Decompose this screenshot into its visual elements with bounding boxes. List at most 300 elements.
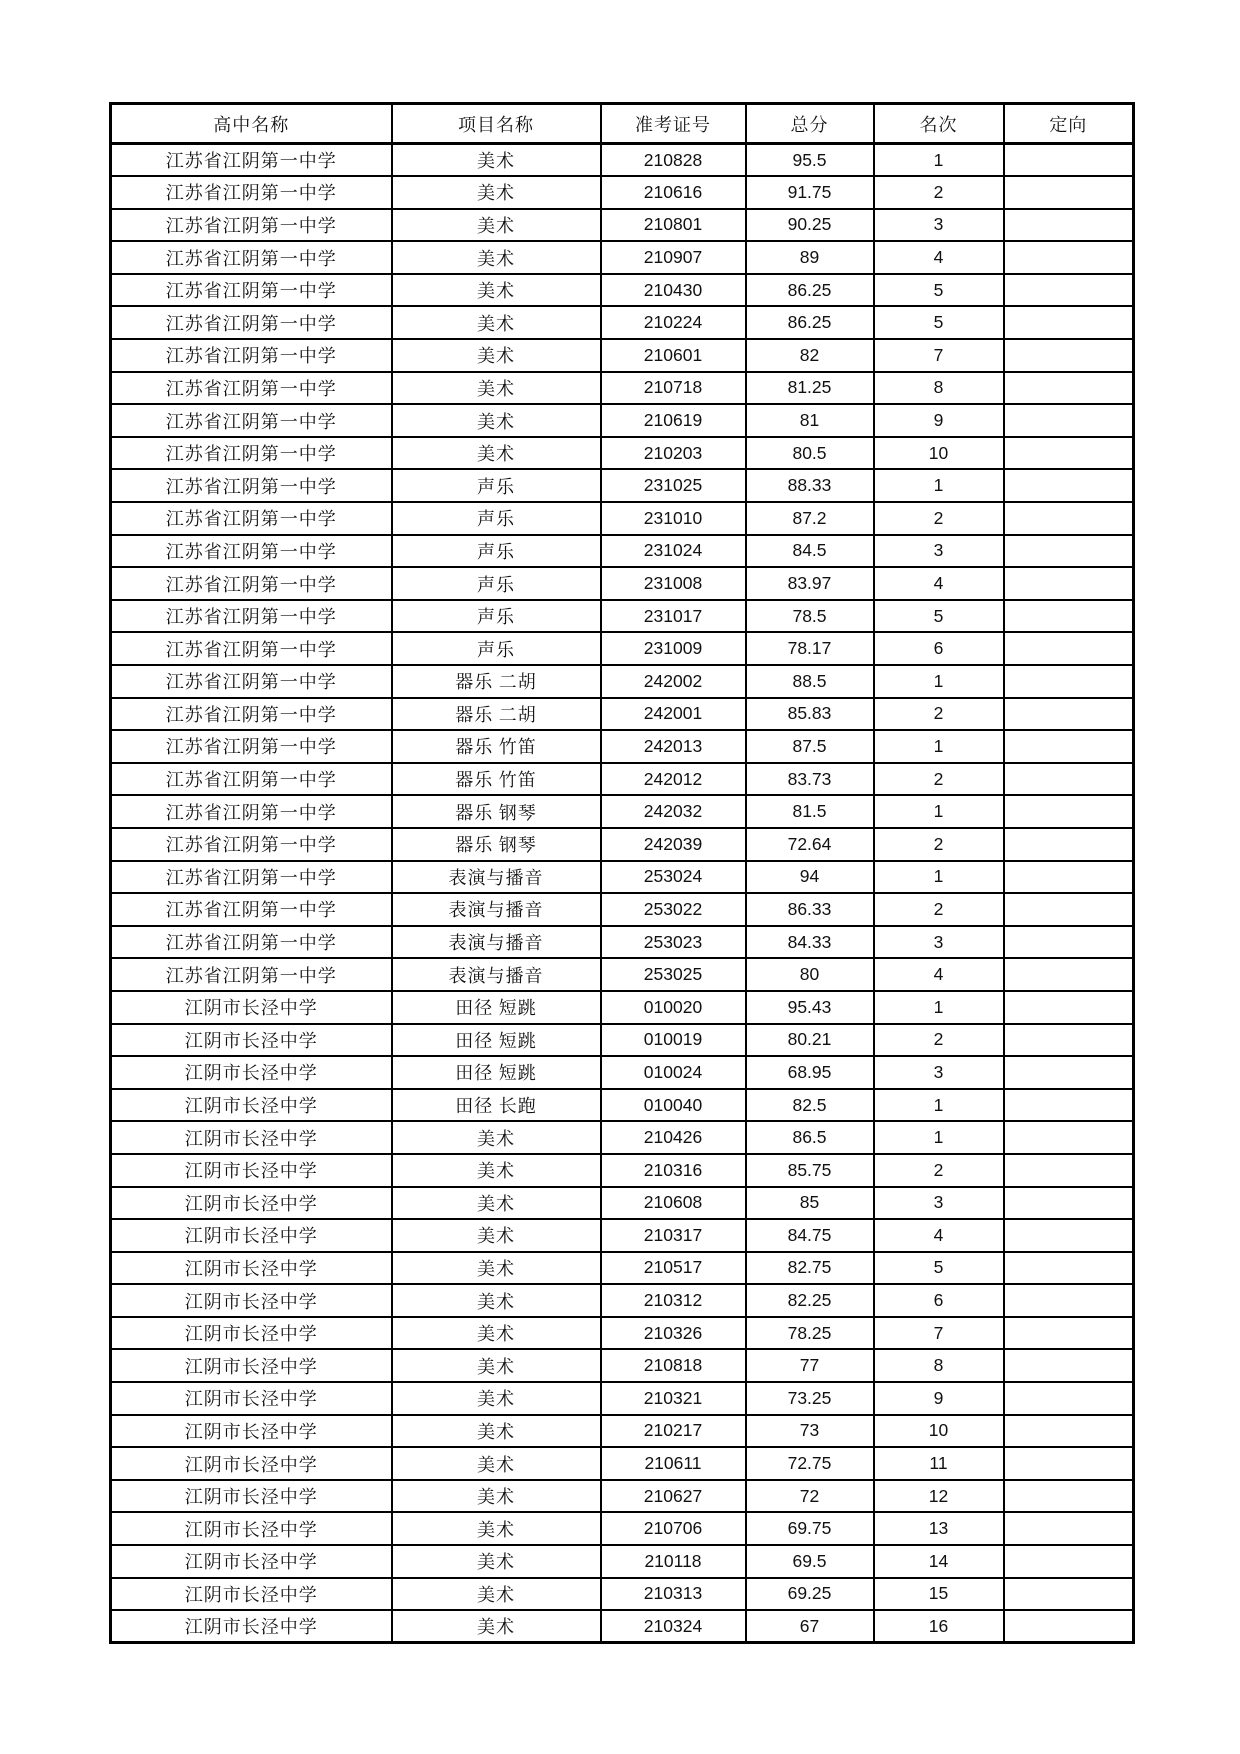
- cell-score: 68.95: [746, 1056, 874, 1089]
- cell-score: 80: [746, 958, 874, 991]
- cell-score: 84.33: [746, 926, 874, 959]
- cell-score: 77: [746, 1349, 874, 1382]
- cell-score: 82: [746, 339, 874, 372]
- cell-exam-id: 231010: [601, 502, 746, 535]
- cell-project: 器乐 竹笛: [392, 730, 601, 763]
- cell-exam-id: 010040: [601, 1089, 746, 1122]
- cell-exam-id: 242012: [601, 763, 746, 796]
- column-header-direction: 定向: [1004, 104, 1134, 144]
- table-row: [111, 176, 1134, 209]
- cell-score: 82.25: [746, 1284, 874, 1317]
- cell-school: 江苏省江阴第一中学: [111, 372, 392, 405]
- cell-exam-id: 242001: [601, 698, 746, 731]
- cell-score: 69.5: [746, 1545, 874, 1578]
- cell-score: 88.33: [746, 469, 874, 502]
- cell-direction: [1004, 1415, 1134, 1448]
- cell-direction: [1004, 1154, 1134, 1187]
- cell-score: 86.33: [746, 893, 874, 926]
- cell-project: 美术: [392, 1382, 601, 1415]
- cell-score: 82.5: [746, 1089, 874, 1122]
- cell-direction: [1004, 1578, 1134, 1611]
- table-row: [111, 991, 1134, 1024]
- cell-score: 85.83: [746, 698, 874, 731]
- cell-exam-id: 210224: [601, 306, 746, 339]
- cell-score: 73.25: [746, 1382, 874, 1415]
- table-row: [111, 893, 1134, 926]
- cell-direction: [1004, 339, 1134, 372]
- cell-score: 84.5: [746, 535, 874, 568]
- cell-project: 美术: [392, 274, 601, 307]
- cell-direction: [1004, 926, 1134, 959]
- cell-school: 江阴市长泾中学: [111, 1349, 392, 1382]
- cell-school: 江苏省江阴第一中学: [111, 665, 392, 698]
- table-row: [111, 241, 1134, 274]
- cell-school: 江阴市长泾中学: [111, 1610, 392, 1643]
- cell-project: 田径 短跳: [392, 991, 601, 1024]
- cell-rank: 2: [874, 176, 1004, 209]
- cell-rank: 4: [874, 1219, 1004, 1252]
- score-table: [109, 102, 1135, 1644]
- table-row: [111, 828, 1134, 861]
- cell-school: 江苏省江阴第一中学: [111, 209, 392, 242]
- cell-project: 美术: [392, 1480, 601, 1513]
- cell-direction: [1004, 861, 1134, 894]
- table-row: [111, 404, 1134, 437]
- header-row: [111, 104, 1134, 144]
- cell-project: 器乐 二胡: [392, 665, 601, 698]
- cell-school: 江阴市长泾中学: [111, 1578, 392, 1611]
- cell-school: 江苏省江阴第一中学: [111, 274, 392, 307]
- table-row: [111, 861, 1134, 894]
- cell-direction: [1004, 665, 1134, 698]
- cell-score: 81.25: [746, 372, 874, 405]
- table-row: [111, 1089, 1134, 1122]
- cell-direction: [1004, 1219, 1134, 1252]
- table-row: [111, 698, 1134, 731]
- cell-school: 江苏省江阴第一中学: [111, 306, 392, 339]
- cell-exam-id: 231024: [601, 535, 746, 568]
- cell-exam-id: 231009: [601, 632, 746, 665]
- cell-score: 69.25: [746, 1578, 874, 1611]
- cell-rank: 3: [874, 1187, 1004, 1220]
- cell-project: 美术: [392, 1187, 601, 1220]
- cell-school: 江苏省江阴第一中学: [111, 828, 392, 861]
- cell-score: 78.5: [746, 600, 874, 633]
- cell-rank: 10: [874, 437, 1004, 470]
- cell-score: 87.2: [746, 502, 874, 535]
- table-row: [111, 567, 1134, 600]
- cell-rank: 14: [874, 1545, 1004, 1578]
- cell-exam-id: 210426: [601, 1121, 746, 1154]
- cell-school: 江阴市长泾中学: [111, 1284, 392, 1317]
- cell-direction: [1004, 144, 1134, 177]
- cell-direction: [1004, 730, 1134, 763]
- cell-direction: [1004, 698, 1134, 731]
- cell-score: 80.21: [746, 1024, 874, 1057]
- table-row: [111, 1480, 1134, 1513]
- cell-project: 声乐: [392, 535, 601, 568]
- cell-direction: [1004, 1480, 1134, 1513]
- cell-rank: 5: [874, 1252, 1004, 1285]
- cell-rank: 1: [874, 991, 1004, 1024]
- cell-school: 江苏省江阴第一中学: [111, 404, 392, 437]
- cell-direction: [1004, 600, 1134, 633]
- cell-exam-id: 210818: [601, 1349, 746, 1382]
- cell-rank: 5: [874, 600, 1004, 633]
- cell-exam-id: 253023: [601, 926, 746, 959]
- cell-exam-id: 210430: [601, 274, 746, 307]
- cell-exam-id: 253022: [601, 893, 746, 926]
- table-row: [111, 730, 1134, 763]
- cell-exam-id: 210313: [601, 1578, 746, 1611]
- cell-score: 86.25: [746, 274, 874, 307]
- cell-score: 90.25: [746, 209, 874, 242]
- cell-project: 器乐 钢琴: [392, 828, 601, 861]
- cell-exam-id: 210828: [601, 144, 746, 177]
- cell-school: 江阴市长泾中学: [111, 1317, 392, 1350]
- cell-project: 美术: [392, 404, 601, 437]
- table-row: [111, 1317, 1134, 1350]
- cell-rank: 12: [874, 1480, 1004, 1513]
- cell-direction: [1004, 1089, 1134, 1122]
- cell-rank: 6: [874, 1284, 1004, 1317]
- cell-project: 表演与播音: [392, 861, 601, 894]
- cell-direction: [1004, 502, 1134, 535]
- column-header-score: 总分: [746, 104, 874, 144]
- cell-direction: [1004, 1121, 1134, 1154]
- table-row: [111, 502, 1134, 535]
- cell-score: 83.73: [746, 763, 874, 796]
- cell-direction: [1004, 1187, 1134, 1220]
- cell-project: 声乐: [392, 600, 601, 633]
- cell-rank: 7: [874, 1317, 1004, 1350]
- cell-rank: 2: [874, 502, 1004, 535]
- cell-exam-id: 210326: [601, 1317, 746, 1350]
- cell-school: 江阴市长泾中学: [111, 1024, 392, 1057]
- table-row: [111, 926, 1134, 959]
- cell-direction: [1004, 1252, 1134, 1285]
- table-row: [111, 1024, 1134, 1057]
- table-row: [111, 1578, 1134, 1611]
- cell-project: 田径 短跳: [392, 1024, 601, 1057]
- cell-direction: [1004, 567, 1134, 600]
- cell-school: 江苏省江阴第一中学: [111, 893, 392, 926]
- cell-score: 87.5: [746, 730, 874, 763]
- cell-rank: 1: [874, 1089, 1004, 1122]
- table-row: [111, 1284, 1134, 1317]
- cell-school: 江阴市长泾中学: [111, 1545, 392, 1578]
- cell-exam-id: 242032: [601, 795, 746, 828]
- cell-school: 江苏省江阴第一中学: [111, 144, 392, 177]
- cell-project: 美术: [392, 1154, 601, 1187]
- cell-exam-id: 210203: [601, 437, 746, 470]
- cell-project: 美术: [392, 1121, 601, 1154]
- table-row: [111, 1512, 1134, 1545]
- cell-project: 美术: [392, 144, 601, 177]
- cell-direction: [1004, 469, 1134, 502]
- cell-direction: [1004, 274, 1134, 307]
- cell-direction: [1004, 404, 1134, 437]
- cell-rank: 1: [874, 665, 1004, 698]
- table-row: [111, 209, 1134, 242]
- cell-score: 83.97: [746, 567, 874, 600]
- cell-exam-id: 210517: [601, 1252, 746, 1285]
- cell-project: 美术: [392, 1610, 601, 1643]
- cell-rank: 4: [874, 567, 1004, 600]
- cell-score: 85: [746, 1187, 874, 1220]
- cell-direction: [1004, 176, 1134, 209]
- cell-exam-id: 210601: [601, 339, 746, 372]
- cell-score: 95.43: [746, 991, 874, 1024]
- cell-project: 表演与播音: [392, 926, 601, 959]
- cell-rank: 4: [874, 241, 1004, 274]
- cell-rank: 3: [874, 209, 1004, 242]
- cell-project: 美术: [392, 437, 601, 470]
- cell-score: 73: [746, 1415, 874, 1448]
- cell-rank: 3: [874, 535, 1004, 568]
- cell-score: 95.5: [746, 144, 874, 177]
- cell-school: 江苏省江阴第一中学: [111, 763, 392, 796]
- cell-school: 江苏省江阴第一中学: [111, 600, 392, 633]
- cell-exam-id: 242013: [601, 730, 746, 763]
- cell-rank: 5: [874, 274, 1004, 307]
- cell-score: 88.5: [746, 665, 874, 698]
- cell-school: 江阴市长泾中学: [111, 1219, 392, 1252]
- cell-project: 表演与播音: [392, 893, 601, 926]
- cell-rank: 5: [874, 306, 1004, 339]
- cell-score: 78.25: [746, 1317, 874, 1350]
- cell-direction: [1004, 241, 1134, 274]
- cell-school: 江阴市长泾中学: [111, 1415, 392, 1448]
- cell-project: 美术: [392, 306, 601, 339]
- cell-school: 江苏省江阴第一中学: [111, 926, 392, 959]
- table-row: [111, 1252, 1134, 1285]
- cell-rank: 6: [874, 632, 1004, 665]
- cell-project: 美术: [392, 372, 601, 405]
- cell-school: 江阴市长泾中学: [111, 1480, 392, 1513]
- table-row: [111, 274, 1134, 307]
- cell-rank: 16: [874, 1610, 1004, 1643]
- cell-exam-id: 231008: [601, 567, 746, 600]
- cell-score: 72: [746, 1480, 874, 1513]
- cell-direction: [1004, 1349, 1134, 1382]
- cell-school: 江阴市长泾中学: [111, 1382, 392, 1415]
- cell-school: 江苏省江阴第一中学: [111, 567, 392, 600]
- cell-exam-id: 231017: [601, 600, 746, 633]
- cell-score: 86.5: [746, 1121, 874, 1154]
- cell-project: 美术: [392, 241, 601, 274]
- cell-school: 江阴市长泾中学: [111, 1056, 392, 1089]
- cell-exam-id: 210324: [601, 1610, 746, 1643]
- table-row: [111, 1545, 1134, 1578]
- cell-exam-id: 210317: [601, 1219, 746, 1252]
- cell-school: 江苏省江阴第一中学: [111, 730, 392, 763]
- cell-exam-id: 210217: [601, 1415, 746, 1448]
- table-row: [111, 795, 1134, 828]
- cell-rank: 4: [874, 958, 1004, 991]
- cell-direction: [1004, 632, 1134, 665]
- cell-project: 美术: [392, 1447, 601, 1480]
- cell-score: 67: [746, 1610, 874, 1643]
- cell-exam-id: 210801: [601, 209, 746, 242]
- cell-school: 江苏省江阴第一中学: [111, 698, 392, 731]
- cell-direction: [1004, 1317, 1134, 1350]
- table-row: [111, 437, 1134, 470]
- cell-rank: 15: [874, 1578, 1004, 1611]
- table-row: [111, 339, 1134, 372]
- cell-score: 94: [746, 861, 874, 894]
- cell-school: 江阴市长泾中学: [111, 1187, 392, 1220]
- cell-project: 声乐: [392, 502, 601, 535]
- cell-rank: 2: [874, 893, 1004, 926]
- column-header-project: 项目名称: [392, 104, 601, 144]
- cell-rank: 9: [874, 404, 1004, 437]
- table-row: [111, 1056, 1134, 1089]
- cell-direction: [1004, 372, 1134, 405]
- cell-direction: [1004, 958, 1134, 991]
- table-row: [111, 1154, 1134, 1187]
- cell-direction: [1004, 1545, 1134, 1578]
- cell-exam-id: 210312: [601, 1284, 746, 1317]
- cell-school: 江阴市长泾中学: [111, 1121, 392, 1154]
- table-row: [111, 144, 1134, 177]
- cell-project: 美术: [392, 1349, 601, 1382]
- table-row: [111, 306, 1134, 339]
- cell-rank: 1: [874, 730, 1004, 763]
- cell-direction: [1004, 991, 1134, 1024]
- cell-exam-id: 242002: [601, 665, 746, 698]
- cell-rank: 11: [874, 1447, 1004, 1480]
- cell-project: 器乐 竹笛: [392, 763, 601, 796]
- table-row: [111, 1219, 1134, 1252]
- cell-score: 72.75: [746, 1447, 874, 1480]
- cell-project: 美术: [392, 1252, 601, 1285]
- table-row: [111, 1121, 1134, 1154]
- cell-project: 美术: [392, 1219, 601, 1252]
- cell-school: 江阴市长泾中学: [111, 1512, 392, 1545]
- cell-direction: [1004, 306, 1134, 339]
- cell-school: 江苏省江阴第一中学: [111, 795, 392, 828]
- cell-exam-id: 210619: [601, 404, 746, 437]
- cell-project: 美术: [392, 1317, 601, 1350]
- cell-rank: 3: [874, 1056, 1004, 1089]
- cell-rank: 2: [874, 698, 1004, 731]
- cell-exam-id: 210616: [601, 176, 746, 209]
- cell-project: 美术: [392, 1415, 601, 1448]
- cell-direction: [1004, 1512, 1134, 1545]
- cell-score: 69.75: [746, 1512, 874, 1545]
- cell-direction: [1004, 1447, 1134, 1480]
- cell-score: 78.17: [746, 632, 874, 665]
- cell-rank: 1: [874, 469, 1004, 502]
- cell-school: 江苏省江阴第一中学: [111, 176, 392, 209]
- cell-score: 89: [746, 241, 874, 274]
- cell-project: 声乐: [392, 469, 601, 502]
- table-row: [111, 1610, 1134, 1643]
- table-row: [111, 469, 1134, 502]
- cell-exam-id: 210321: [601, 1382, 746, 1415]
- cell-school: 江阴市长泾中学: [111, 1154, 392, 1187]
- cell-rank: 1: [874, 795, 1004, 828]
- cell-school: 江苏省江阴第一中学: [111, 632, 392, 665]
- cell-rank: 2: [874, 1024, 1004, 1057]
- cell-score: 81: [746, 404, 874, 437]
- cell-project: 美术: [392, 1578, 601, 1611]
- cell-direction: [1004, 893, 1134, 926]
- cell-school: 江苏省江阴第一中学: [111, 958, 392, 991]
- table-row: [111, 958, 1134, 991]
- cell-rank: 1: [874, 1121, 1004, 1154]
- cell-project: 声乐: [392, 567, 601, 600]
- cell-school: 江苏省江阴第一中学: [111, 469, 392, 502]
- cell-score: 86.25: [746, 306, 874, 339]
- cell-school: 江苏省江阴第一中学: [111, 437, 392, 470]
- cell-project: 美术: [392, 209, 601, 242]
- table-row: [111, 1415, 1134, 1448]
- cell-direction: [1004, 1056, 1134, 1089]
- cell-score: 85.75: [746, 1154, 874, 1187]
- cell-project: 美术: [392, 1512, 601, 1545]
- cell-rank: 7: [874, 339, 1004, 372]
- cell-score: 82.75: [746, 1252, 874, 1285]
- cell-project: 美术: [392, 176, 601, 209]
- cell-project: 田径 短跳: [392, 1056, 601, 1089]
- cell-rank: 2: [874, 763, 1004, 796]
- cell-exam-id: 210627: [601, 1480, 746, 1513]
- cell-project: 声乐: [392, 632, 601, 665]
- cell-score: 81.5: [746, 795, 874, 828]
- column-header-exam-id: 准考证号: [601, 104, 746, 144]
- cell-exam-id: 231025: [601, 469, 746, 502]
- cell-rank: 8: [874, 372, 1004, 405]
- cell-rank: 8: [874, 1349, 1004, 1382]
- cell-rank: 13: [874, 1512, 1004, 1545]
- table-body: [111, 144, 1134, 1643]
- cell-direction: [1004, 1284, 1134, 1317]
- table-row: [111, 600, 1134, 633]
- cell-exam-id: 253025: [601, 958, 746, 991]
- cell-exam-id: 210718: [601, 372, 746, 405]
- column-header-school: 高中名称: [111, 104, 392, 144]
- cell-school: 江阴市长泾中学: [111, 991, 392, 1024]
- cell-exam-id: 210118: [601, 1545, 746, 1578]
- cell-score: 72.64: [746, 828, 874, 861]
- cell-exam-id: 242039: [601, 828, 746, 861]
- cell-exam-id: 210608: [601, 1187, 746, 1220]
- cell-exam-id: 253024: [601, 861, 746, 894]
- column-header-rank: 名次: [874, 104, 1004, 144]
- cell-direction: [1004, 437, 1134, 470]
- table-row: [111, 1382, 1134, 1415]
- cell-rank: 1: [874, 861, 1004, 894]
- cell-school: 江阴市长泾中学: [111, 1252, 392, 1285]
- cell-exam-id: 010024: [601, 1056, 746, 1089]
- cell-rank: 3: [874, 926, 1004, 959]
- cell-exam-id: 010019: [601, 1024, 746, 1057]
- table-row: [111, 763, 1134, 796]
- cell-school: 江苏省江阴第一中学: [111, 339, 392, 372]
- cell-project: 器乐 二胡: [392, 698, 601, 731]
- cell-project: 美术: [392, 1284, 601, 1317]
- cell-rank: 9: [874, 1382, 1004, 1415]
- cell-project: 田径 长跑: [392, 1089, 601, 1122]
- cell-project: 器乐 钢琴: [392, 795, 601, 828]
- cell-direction: [1004, 1382, 1134, 1415]
- cell-direction: [1004, 795, 1134, 828]
- cell-score: 91.75: [746, 176, 874, 209]
- cell-exam-id: 210706: [601, 1512, 746, 1545]
- cell-school: 江苏省江阴第一中学: [111, 241, 392, 274]
